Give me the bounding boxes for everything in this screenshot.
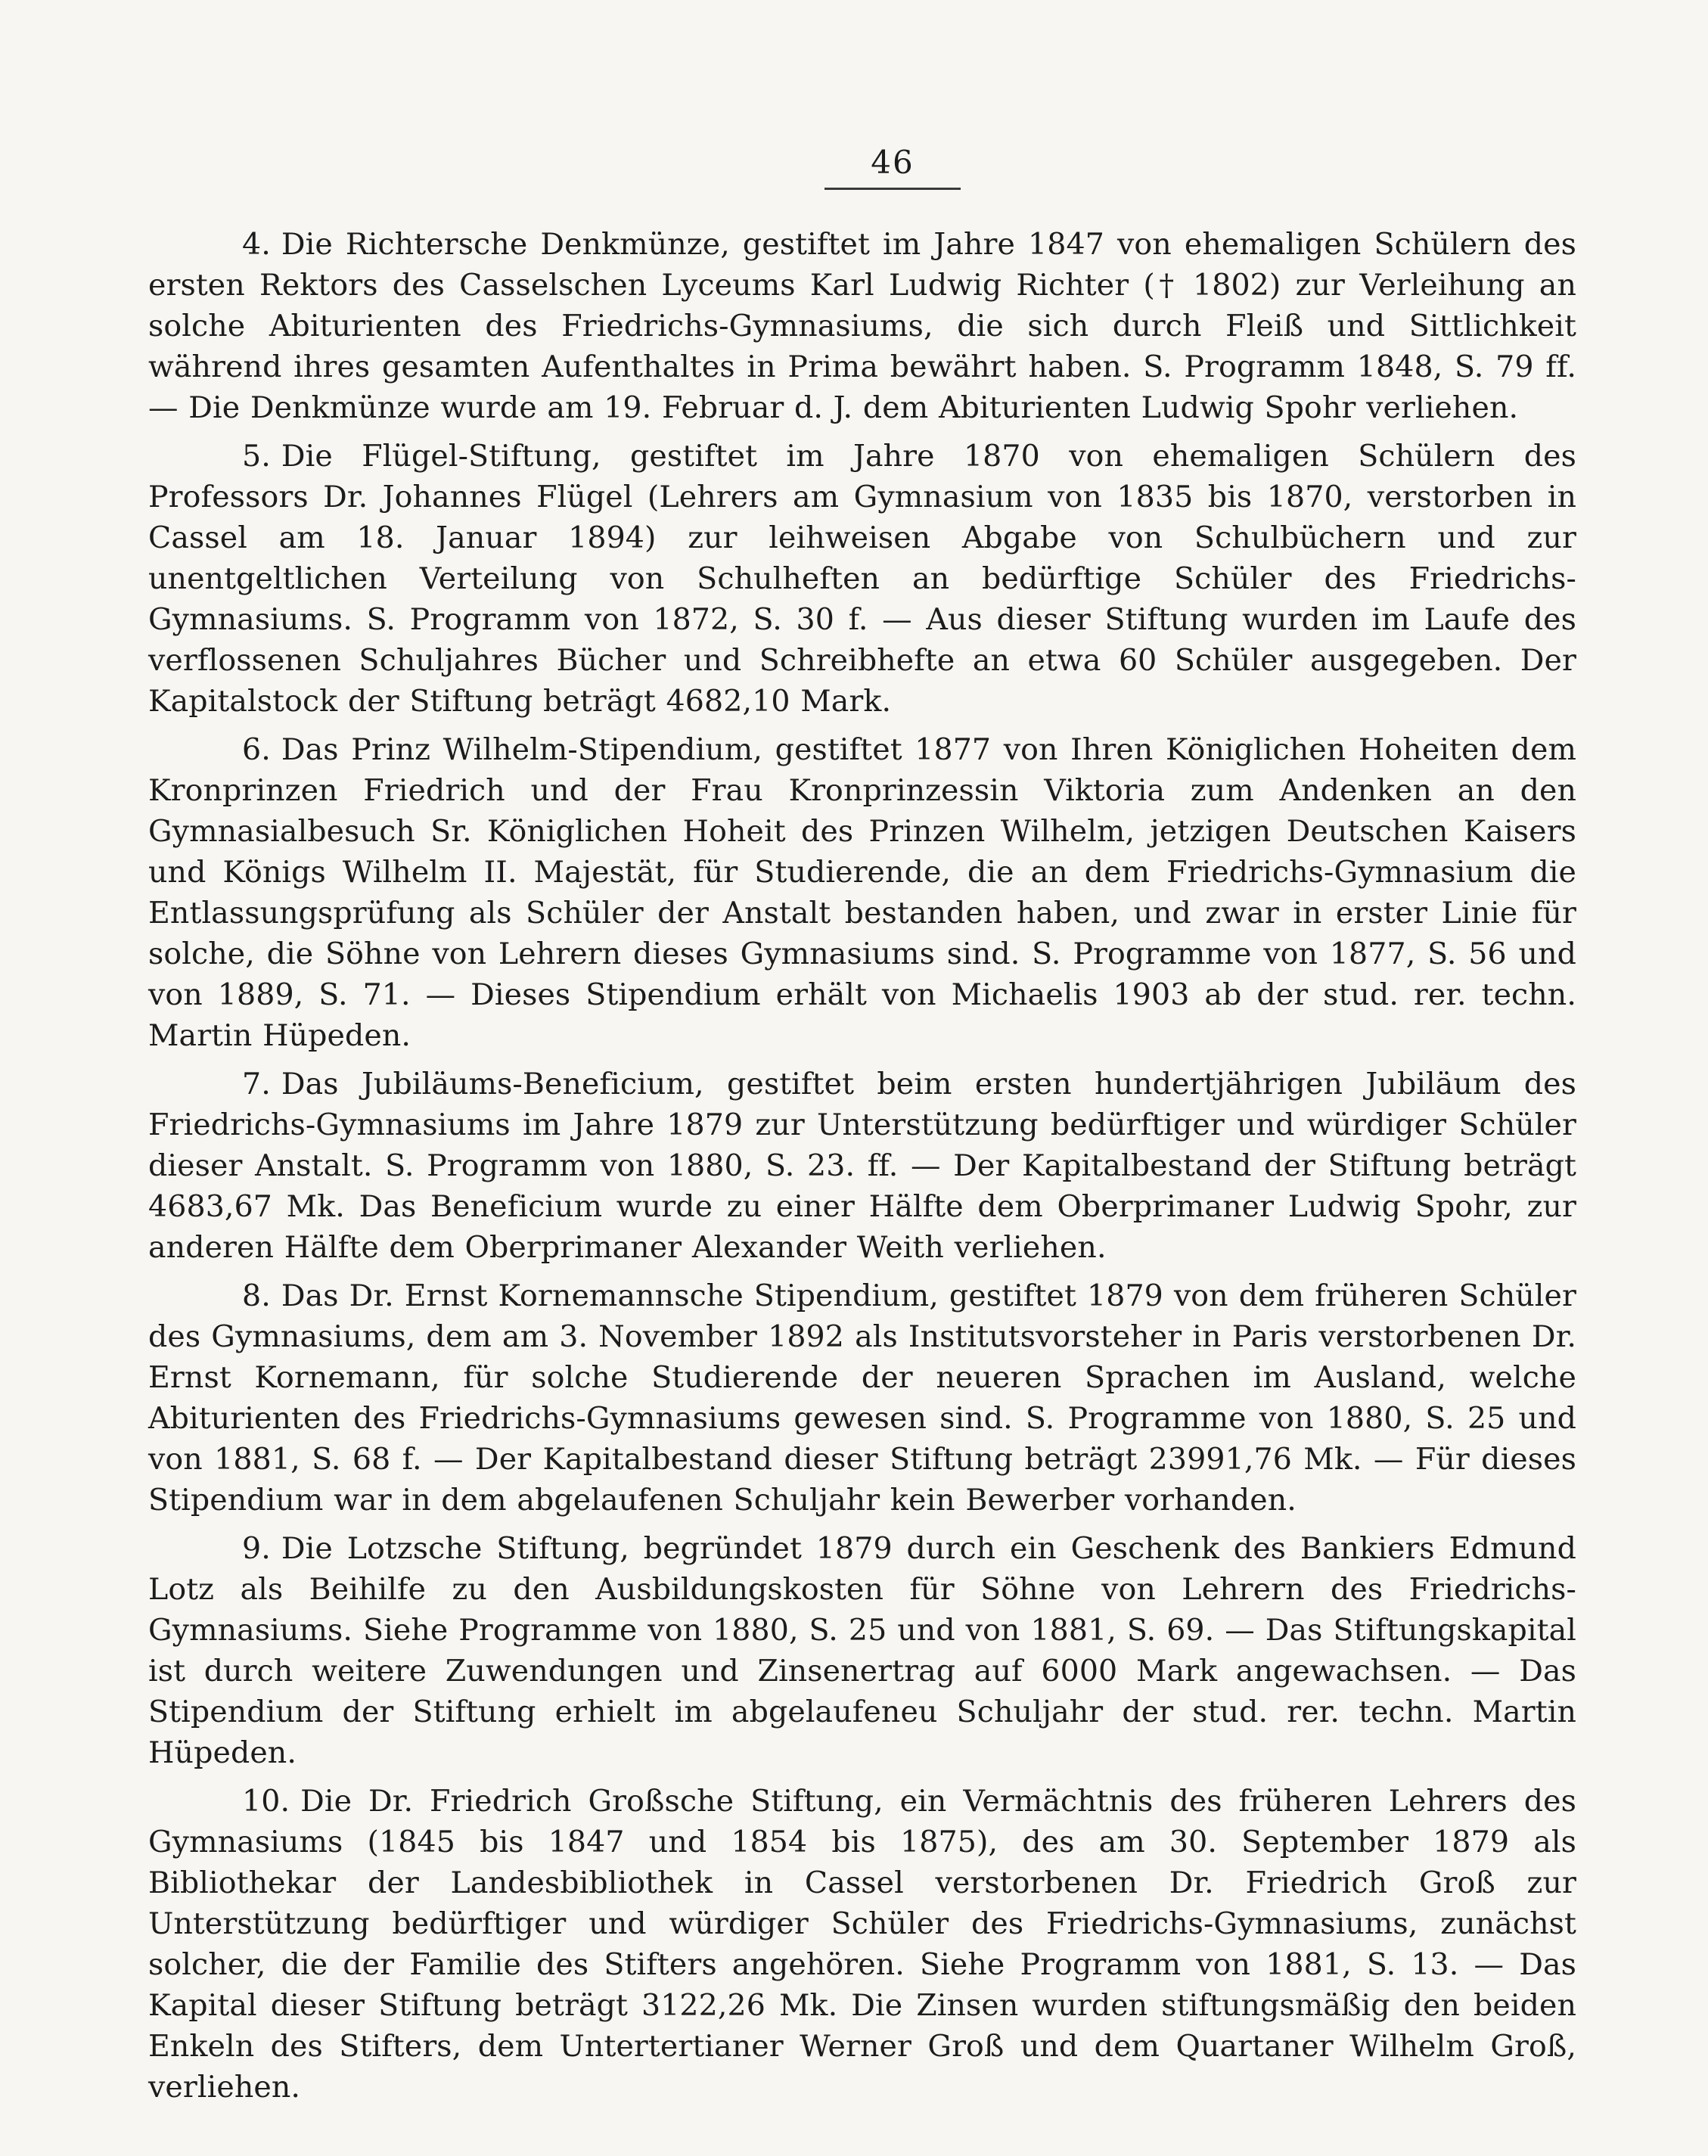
entry-8 [148,1275,1576,1521]
entry-text: Die Lotzsche Stiftung, begründet 1879 durch ein Geschenk des Bankiers Edmund Lotz als Beihilfe zu den Ausbildungskosten für Söhne von Lehrern des Friedrichs-Gymnasiums. Siehe Programme von 1880, S. 25 und von 1881, S. 69. — Das Stiftungskapital ist durch weitere Zuwendungen und Zinsenertrag auf 6000 Mark angewachsen. — Das Stipendium der Stiftung erhielt im abgelaufeneu Schuljahr der stud. rer. techn. Martin Hüpeden. [148,1531,1576,1770]
entry-number: 5. [242,439,271,474]
page-body [148,224,1576,2115]
entry-4 [148,224,1576,428]
entry-text: Die Dr. Friedrich Großsche Stiftung, ein Vermächtnis des früheren Lehrers des Gymnasiums (1845 bis 1847 und 1854 bis 1875), des am 30. September 1879 als Bibliothekar der Landesbibliothek in Cassel verstorbenen Dr. Friedrich Groß zur Unterstützung bedürftiger und würdiger Schüler des Friedrichs-Gymnasiums, zunächst solcher, die der Familie des Stifters angehören. Siehe Programm von 1881, S. 13. — Das Kapital dieser Stiftung beträgt 3122,26 Mk. Die Zinsen wurden stiftungsmäßig den beiden Enkeln des Stifters, dem Untertertianer Werner Groß und dem Quartaner Wilhelm Groß, verliehen. [148,1784,1576,2105]
entry-number: 8. [242,1278,271,1313]
page-number-rule [824,188,961,190]
entry-6 [148,729,1576,1056]
entry-number: 4. [242,227,271,262]
entry-text: Die Flügel-Stiftung, gestiftet im Jahre 1870 von ehemaligen Schülern des Professors Dr. Johannes Flügel (Lehrers am Gymnasium von 1835 bis 1870, verstorben in Cassel am 18. Januar 1894) zur leihweisen Abgabe von Schulbüchern und zur unentgeltlichen Verteilung von Schulheften an bedürftige Schüler des Friedrichs-Gymnasiums. S. Programm von 1872, S. 30 f. — Aus dieser Stiftung wurden im Laufe des verflossenen Schuljahres Bücher und Schreibhefte an etwa 60 Schüler ausgegeben. Der Kapitalstock der Stiftung beträgt 4682,10 Mark. [148,439,1576,719]
entry-number: 9. [242,1531,271,1566]
entry-text: Das Prinz Wilhelm-Stipendium, gestiftet 1877 von Ihren Königlichen Hoheiten dem Kronprinzen Friedrich und der Frau Kronprinzessin Viktoria zum Andenken an den Gymnasialbesuch Sr. Königlichen Hoheit des Prinzen Wilhelm, jetzigen Deutschen Kaisers und Königs Wilhelm II. Majestät, für Studierende, die an dem Friedrichs-Gymnasium die Entlassungsprüfung als Schüler der Anstalt bestanden haben, und zwar in erster Linie für solche, die Söhne von Lehrern dieses Gymnasiums sind. S. Programme von 1877, S. 56 und von 1889, S. 71. — Dieses Stipendium erhält von Michaelis 1903 ab der stud. rer. techn. Martin Hüpeden. [148,732,1576,1053]
entry-text: Die Richtersche Denkmünze, gestiftet im Jahre 1847 von ehemaligen Schülern des ersten Rektors des Casselschen Lyceums Karl Ludwig Richter († 1802) zur Verleihung an solche Abiturienten des Friedrichs-Gymnasiums, die sich durch Fleiß und Sittlichkeit während ihres gesamten Aufenthaltes in Prima bewährt haben. S. Programm 1848, S. 79 ff. — Die Denkmünze wurde am 19. Februar d. J. dem Abiturienten Ludwig Spohr verliehen. [148,227,1576,425]
entry-9 [148,1528,1576,1773]
entry-10 [148,1781,1576,2108]
entry-7 [148,1064,1576,1268]
entry-text: Das Jubiläums-Beneficium, gestiftet beim ersten hundertjährigen Jubiläum des Friedrichs-Gymnasiums im Jahre 1879 zur Unterstützung bedürftiger und würdiger Schüler dieser Anstalt. S. Programm von 1880, S. 23. ff. — Der Kapitalbestand der Stiftung beträgt 4683,67 Mk. Das Beneficium wurde zu einer Hälfte dem Oberprimaner Ludwig Spohr, zur anderen Hälfte dem Oberprimaner Alexander Weith verliehen. [148,1067,1576,1265]
entry-number: 10. [242,1784,290,1819]
page-number: 46 [871,144,915,181]
entry-5 [148,436,1576,722]
entry-number: 6. [242,732,271,767]
entry-number: 7. [242,1067,271,1101]
entry-text: Das Dr. Ernst Kornemannsche Stipendium, gestiftet 1879 von dem früheren Schüler des Gymnasiums, dem am 3. November 1892 als Institutsvorsteher in Paris verstorbenen Dr. Ernst Kornemann, für solche Studierende der neueren Sprachen im Ausland, welche Abiturienten des Friedrichs-Gymnasiums gewesen sind. S. Programme von 1880, S. 25 und von 1881, S. 68 f. — Der Kapitalbestand dieser Stiftung beträgt 23991,76 Mk. — Für dieses Stipendium war in dem abgelaufenen Schuljahr kein Bewerber vorhanden. [148,1278,1576,1518]
